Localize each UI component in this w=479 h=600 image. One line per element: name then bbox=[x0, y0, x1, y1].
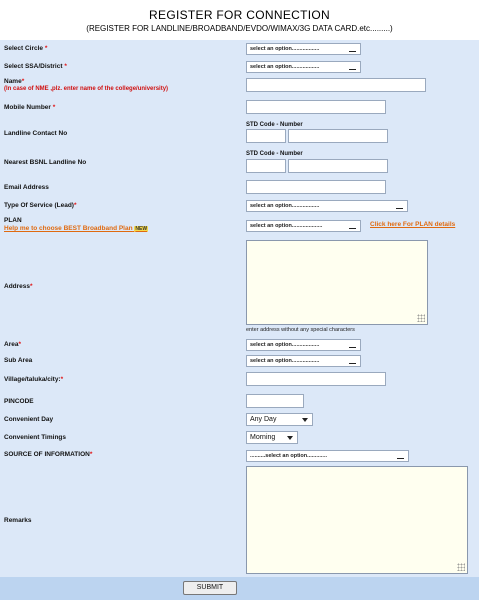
nearest-label: Nearest BSNL Landline No bbox=[4, 159, 87, 166]
resize-grip-icon[interactable] bbox=[457, 563, 465, 571]
address-textarea[interactable] bbox=[246, 240, 428, 325]
timings-select[interactable]: Morning bbox=[246, 431, 298, 444]
chevron-down-icon bbox=[349, 51, 356, 52]
help-choose-plan-link[interactable]: Help me to choose BEST Broadband Plan NEW bbox=[4, 225, 148, 232]
plan-details-link[interactable]: Click here For PLAN details bbox=[370, 221, 456, 228]
plan-label: PLAN bbox=[4, 217, 22, 224]
nearest-number-input[interactable] bbox=[288, 159, 388, 173]
name-note: (In case of NME ,plz. enter name of the college/university) bbox=[4, 86, 169, 92]
timings-label: Convenient Timings bbox=[4, 434, 66, 441]
nearest-std-label: STD Code - Number bbox=[246, 151, 303, 157]
address-hint: enter address without any special characters bbox=[246, 327, 355, 333]
pincode-label: PINCODE bbox=[4, 398, 34, 405]
area-select[interactable]: select an option.................. bbox=[246, 339, 361, 351]
circle-label: Select Circle * bbox=[4, 45, 48, 52]
ssa-select[interactable]: select an option.................. bbox=[246, 61, 361, 73]
landline-label: Landline Contact No bbox=[4, 130, 68, 137]
village-input[interactable] bbox=[246, 372, 386, 386]
village-label: Village/taluka/city:* bbox=[4, 376, 64, 383]
source-select[interactable]: ..........select an option............. bbox=[246, 450, 409, 462]
address-label: Address* bbox=[4, 283, 33, 290]
day-label: Convenient Day bbox=[4, 416, 54, 423]
day-select[interactable]: Any Day bbox=[246, 413, 313, 426]
resize-grip-icon[interactable] bbox=[417, 314, 425, 322]
chevron-down-icon bbox=[349, 363, 356, 364]
chevron-down-icon bbox=[302, 418, 308, 422]
new-badge: NEW bbox=[135, 226, 148, 232]
subarea-label: Sub Area bbox=[4, 357, 33, 364]
nearest-std-input[interactable] bbox=[246, 159, 286, 173]
circle-select[interactable]: select an option.................. bbox=[246, 43, 361, 55]
page-title: REGISTER FOR CONNECTION bbox=[149, 8, 330, 22]
chevron-down-icon bbox=[349, 228, 356, 229]
plan-select[interactable]: select an option.................... bbox=[246, 220, 361, 232]
chevron-down-icon bbox=[349, 347, 356, 348]
landline-number-input[interactable] bbox=[288, 129, 388, 143]
pincode-input[interactable] bbox=[246, 394, 304, 408]
service-select[interactable]: select an option.................. bbox=[246, 200, 408, 212]
mobile-label: Mobile Number * bbox=[4, 104, 56, 111]
chevron-down-icon bbox=[287, 436, 293, 440]
page-subtitle: (REGISTER FOR LANDLINE/BROADBAND/EVDO/WIMAX/3G DATA CARD.etc.........) bbox=[86, 24, 393, 33]
email-input[interactable] bbox=[246, 180, 386, 194]
name-input[interactable] bbox=[246, 78, 426, 92]
area-label: Area* bbox=[4, 341, 21, 348]
landline-std-input[interactable] bbox=[246, 129, 286, 143]
chevron-down-icon bbox=[397, 458, 404, 459]
remarks-textarea[interactable] bbox=[246, 466, 468, 574]
service-label: Type Of Service (Lead)* bbox=[4, 202, 77, 209]
submit-button[interactable]: SUBMIT bbox=[183, 581, 237, 595]
name-label: Name* bbox=[4, 78, 25, 85]
remarks-label: Remarks bbox=[4, 517, 32, 524]
form-footer bbox=[0, 577, 479, 600]
mobile-input[interactable] bbox=[246, 100, 386, 114]
ssa-label: Select SSA/District * bbox=[4, 63, 67, 70]
email-label: Email Address bbox=[4, 184, 49, 191]
source-label: SOURCE OF INFORMATION* bbox=[4, 451, 93, 458]
chevron-down-icon bbox=[349, 69, 356, 70]
landline-std-label: STD Code - Number bbox=[246, 122, 303, 128]
chevron-down-icon bbox=[396, 208, 403, 209]
subarea-select[interactable]: select an option.................. bbox=[246, 355, 361, 367]
